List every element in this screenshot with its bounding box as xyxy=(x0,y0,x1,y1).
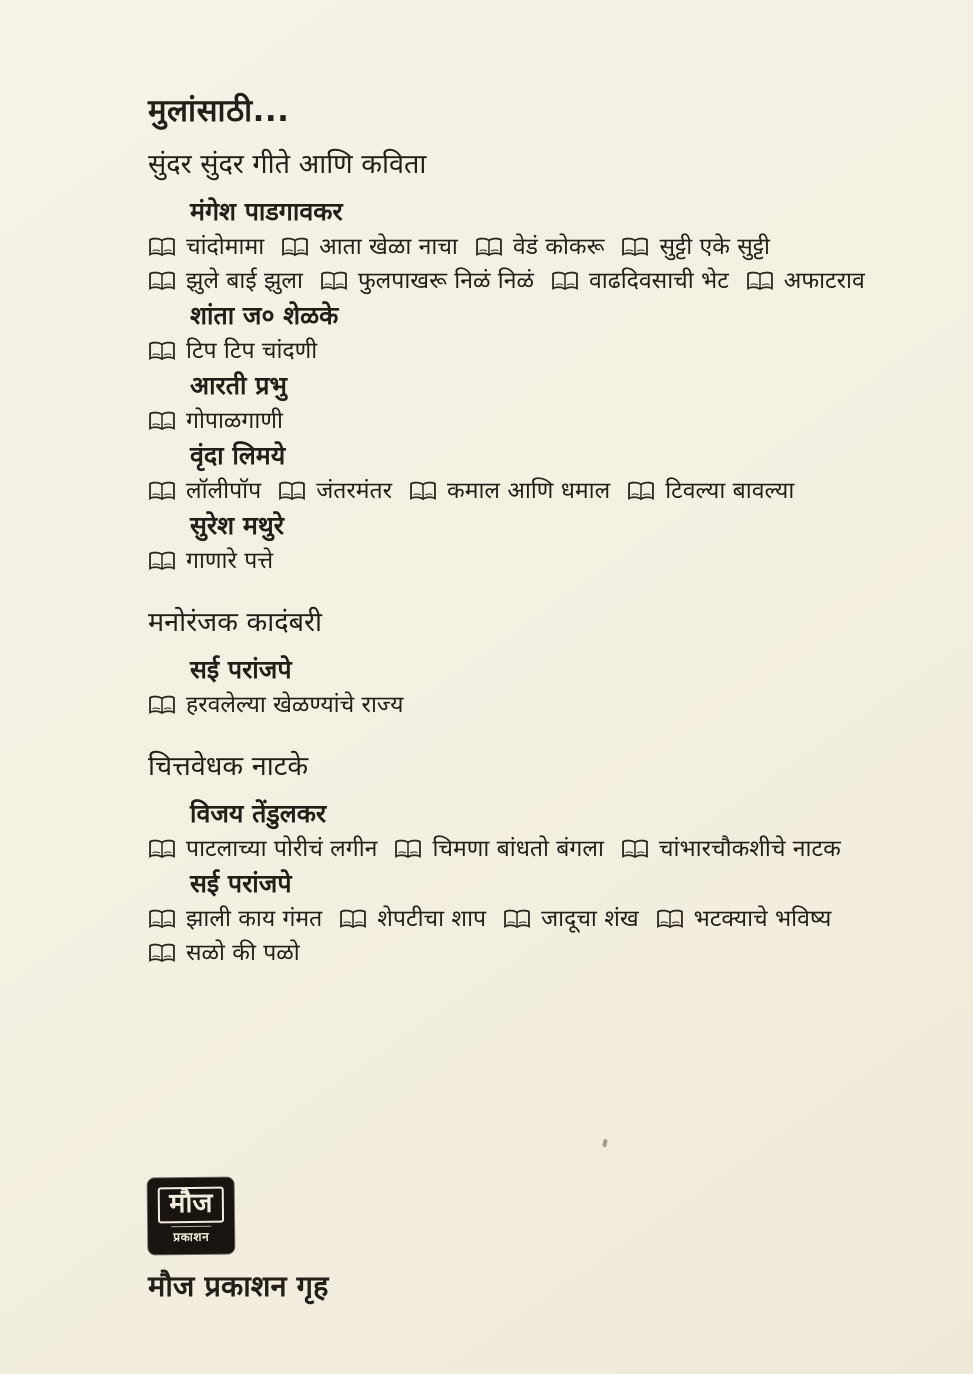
book-list-item xyxy=(148,544,273,578)
author-name: सई परांजपे xyxy=(190,869,292,898)
book-sections xyxy=(148,146,893,970)
open-book-icon xyxy=(148,340,176,362)
book-title: शेपटीचा शाप xyxy=(377,906,487,932)
book-list-item xyxy=(503,902,639,936)
book-list-item xyxy=(621,230,770,264)
book-line xyxy=(148,264,893,298)
book-title: लॉलीपॉप xyxy=(186,478,262,504)
open-book-icon xyxy=(320,270,348,292)
book-list-item xyxy=(339,902,486,936)
open-book-icon xyxy=(503,908,531,930)
book-list-item xyxy=(475,230,605,264)
open-book-icon xyxy=(746,270,774,292)
publisher-caption: मौज प्रकाशन गृह xyxy=(148,1269,329,1303)
book-list-item xyxy=(148,474,261,508)
book-title: अफाटराव xyxy=(783,268,865,294)
book-title: झाली काय गंमत xyxy=(186,906,323,932)
book-list-item xyxy=(148,404,283,438)
book-list-item xyxy=(148,936,300,970)
section-heading: मनोरंजक कादंबरी xyxy=(148,607,323,638)
book-list-item xyxy=(320,264,534,298)
book-title: सुट्टी एके सुट्टी xyxy=(659,234,770,260)
book-line xyxy=(148,230,893,264)
open-book-icon xyxy=(621,236,649,258)
author-name: शांता ज० शेळके xyxy=(190,301,339,330)
book-title: जादूचा शंख xyxy=(541,906,639,932)
book-list-item xyxy=(148,230,264,264)
publisher-logo-subtext: प्रकाशन xyxy=(171,1225,211,1244)
open-book-icon xyxy=(339,908,367,930)
section-heading: चित्तवेधक नाटके xyxy=(148,751,309,782)
book-title: हरवलेल्या खेळण्यांचे राज्य xyxy=(186,692,404,718)
open-book-icon xyxy=(148,942,176,964)
book-title: चांदोमामा xyxy=(186,234,265,260)
book-line xyxy=(148,936,893,970)
book-list-item xyxy=(148,832,377,866)
book-list-item xyxy=(148,688,403,722)
book-title: वाढदिवसाची भेट xyxy=(589,268,729,294)
book-title: जंतरमंतर xyxy=(316,478,393,504)
open-book-icon xyxy=(409,480,437,502)
book-list-item xyxy=(281,230,458,264)
open-book-icon xyxy=(148,480,176,502)
book-line xyxy=(148,474,893,508)
open-book-icon xyxy=(621,838,649,860)
open-book-icon xyxy=(148,270,176,292)
publisher-block xyxy=(148,1178,893,1306)
page-title: मुलांसाठी... xyxy=(148,93,290,129)
book-title: वेडं कोकरू xyxy=(512,234,605,260)
book-line xyxy=(148,404,893,438)
book-list-item xyxy=(621,832,841,866)
book-title: पाटलाच्या पोरीचं लगीन xyxy=(186,836,378,862)
book-list-item xyxy=(148,902,322,936)
book-title: सळो की पळो xyxy=(186,940,300,966)
author-name: वृंदा लिमये xyxy=(190,441,286,470)
book-section xyxy=(148,604,893,722)
publisher-stamp-logo xyxy=(148,1178,235,1255)
book-title: गोपाळगाणी xyxy=(186,408,283,434)
open-book-icon xyxy=(148,236,176,258)
book-list-item xyxy=(409,474,610,508)
book-title: टिवल्या बावल्या xyxy=(665,478,795,504)
book-list-item xyxy=(148,334,317,368)
book-title: आता खेळा नाचा xyxy=(319,234,458,260)
author-name: सई परांजपे xyxy=(190,655,292,684)
book-list-item xyxy=(278,474,392,508)
book-title: चिमणा बांधतो बंगला xyxy=(432,836,604,862)
open-book-icon xyxy=(278,480,306,502)
page-content xyxy=(148,90,893,1306)
book-line xyxy=(148,688,893,722)
book-line xyxy=(148,334,893,368)
author-name: मंगेश पाडगावकर xyxy=(190,197,343,226)
book-line xyxy=(148,832,893,866)
book-section xyxy=(148,146,893,578)
open-book-icon xyxy=(551,270,579,292)
book-section xyxy=(148,748,893,970)
open-book-icon xyxy=(281,236,309,258)
section-heading: सुंदर सुंदर गीते आणि कविता xyxy=(148,149,427,180)
book-list-item xyxy=(148,264,303,298)
open-book-icon xyxy=(148,410,176,432)
book-title: फुलपाखरू निळं निळं xyxy=(357,268,534,294)
book-list-item xyxy=(746,264,865,298)
open-book-icon xyxy=(627,480,655,502)
book-list-item xyxy=(551,264,729,298)
book-title: चांभारचौकशीचे नाटक xyxy=(658,836,841,862)
book-title: झुले बाई झुला xyxy=(186,268,303,294)
open-book-icon xyxy=(148,694,176,716)
open-book-icon xyxy=(475,236,503,258)
book-title: भटक्याचे भविष्य xyxy=(693,906,832,932)
book-list-item xyxy=(394,832,603,866)
open-book-icon xyxy=(148,908,176,930)
book-list-item xyxy=(656,902,832,936)
author-name: सुरेश मथुरे xyxy=(190,511,284,540)
book-list-item xyxy=(627,474,794,508)
book-title: टिप टिप चांदणी xyxy=(186,338,318,364)
open-book-icon xyxy=(148,838,176,860)
author-name: विजय तेंडुलकर xyxy=(190,799,327,828)
publisher-logo-text: मौज xyxy=(158,1187,224,1223)
open-book-icon xyxy=(394,838,422,860)
book-title: कमाल आणि धमाल xyxy=(447,478,611,504)
author-name: आरती प्रभु xyxy=(190,371,288,400)
open-book-icon xyxy=(148,550,176,572)
book-line xyxy=(148,544,893,578)
book-title: गाणारे पत्ते xyxy=(186,548,274,574)
book-line xyxy=(148,902,893,936)
open-book-icon xyxy=(656,908,684,930)
